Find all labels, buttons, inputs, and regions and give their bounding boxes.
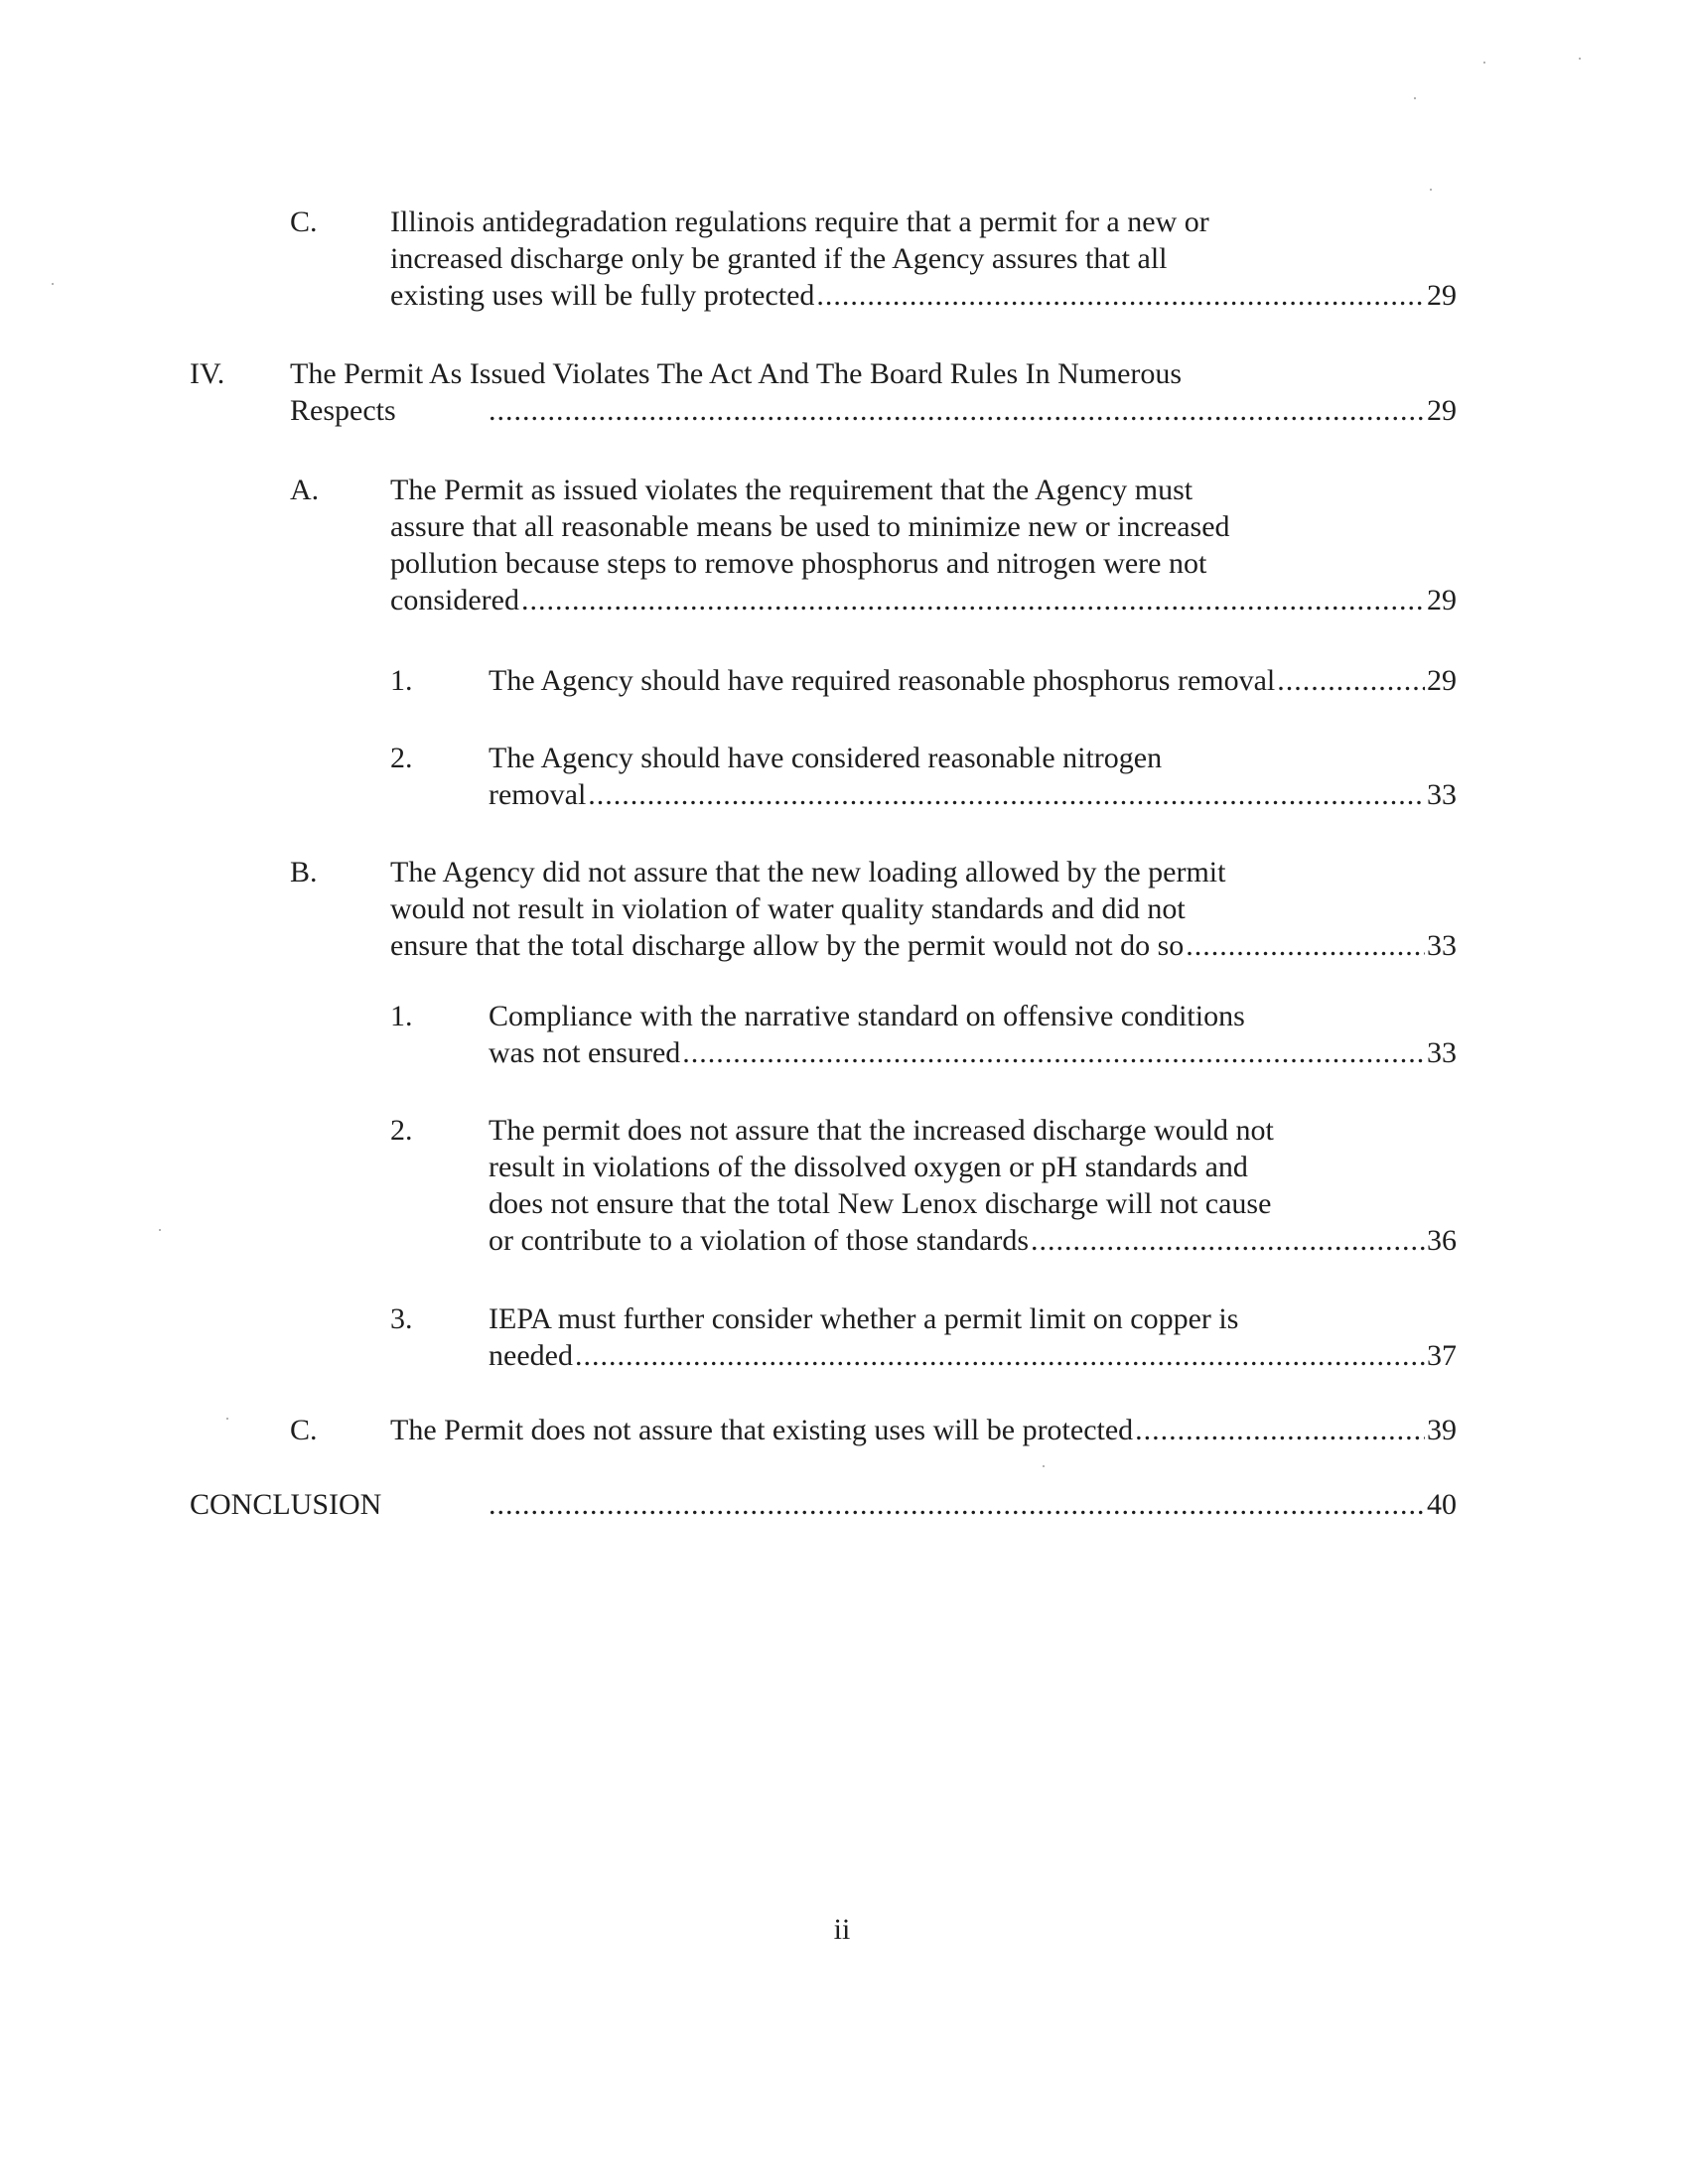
scan-speck <box>52 283 54 285</box>
toc-entry-iv-b-3 <box>489 1300 1457 1374</box>
toc-line-last <box>390 277 1457 314</box>
toc-line: assure that all reasonable means be used to minimize new or increased <box>390 510 1230 543</box>
dot-leader <box>521 582 1425 618</box>
toc-title: The Agency should have required reasonable phosphorus removal <box>489 664 1276 697</box>
scan-speck <box>159 1229 161 1231</box>
toc-page-number: 33 <box>1427 929 1457 962</box>
toc-line-last <box>489 1222 1457 1259</box>
page-number: ii <box>833 1913 851 1946</box>
scan-speck <box>1483 62 1485 64</box>
toc-page-number: 33 <box>1427 1036 1457 1069</box>
toc-title: The Permit does not assure that existing uses will be protected <box>390 1414 1134 1446</box>
toc-page-number: 36 <box>1427 1224 1457 1257</box>
toc-title: considered <box>390 584 519 616</box>
scan-speck <box>226 1418 228 1420</box>
toc-entry-iv-b-1 <box>489 998 1457 1071</box>
toc-line-last <box>390 582 1457 618</box>
toc-marker: IV. <box>190 357 225 390</box>
toc-title: ensure that the total discharge allow by the permit would not do so <box>390 929 1185 962</box>
toc-page-number: 29 <box>1427 584 1457 616</box>
dot-leader <box>489 392 1425 429</box>
toc-marker: B. <box>290 856 318 888</box>
toc-title: needed <box>489 1339 573 1372</box>
dot-leader <box>682 1034 1425 1071</box>
toc-page-number: 29 <box>1427 394 1457 427</box>
toc-title: CONCLUSION <box>190 1488 382 1521</box>
dot-leader <box>588 776 1425 813</box>
toc-line-last <box>489 662 1457 699</box>
dot-leader <box>1186 927 1425 964</box>
toc-line-last <box>489 1337 1457 1374</box>
toc-page-number: 37 <box>1427 1339 1457 1372</box>
toc-entry-iv-a <box>390 472 1457 618</box>
dot-leader <box>816 277 1425 314</box>
toc-marker: C. <box>290 1414 318 1446</box>
toc-entry-iv-a-2 <box>489 740 1457 813</box>
toc-title: existing uses will be fully protected <box>390 279 815 312</box>
toc-title: or contribute to a violation of those standards <box>489 1224 1030 1257</box>
dot-leader <box>1135 1412 1425 1448</box>
dot-leader <box>1031 1222 1425 1259</box>
toc-line: would not result in violation of water quality standards and did not <box>390 892 1186 925</box>
toc-line-last <box>190 1486 1457 1523</box>
toc-title: Respects <box>290 394 396 427</box>
toc-line: The Agency did not assure that the new loading allowed by the permit <box>390 856 1226 888</box>
toc-marker: 2. <box>390 1114 413 1147</box>
scan-speck <box>1430 189 1432 191</box>
toc-line: The Permit as issued violates the requirement that the Agency must <box>390 474 1193 506</box>
toc-title: removal <box>489 778 587 811</box>
toc-marker: A. <box>290 474 320 506</box>
scan-speck <box>1414 97 1416 99</box>
toc-marker: 2. <box>390 742 413 774</box>
toc-entry-iii-c <box>390 204 1457 314</box>
toc-line: does not ensure that the total New Lenox discharge will not cause <box>489 1187 1272 1220</box>
toc-line: Compliance with the narrative standard on offensive conditions <box>489 1000 1245 1032</box>
toc-marker: C. <box>290 205 318 238</box>
dot-leader <box>1277 662 1425 699</box>
toc-line: IEPA must further consider whether a permit limit on copper is <box>489 1302 1239 1335</box>
dot-leader <box>575 1337 1425 1374</box>
toc-line-last <box>489 1034 1457 1071</box>
toc-line: The permit does not assure that the increased discharge would not <box>489 1114 1274 1147</box>
toc-line-last <box>390 927 1457 964</box>
toc-entry-iv-c <box>390 1412 1457 1448</box>
toc-line: The Agency should have considered reasonable nitrogen <box>489 742 1163 774</box>
toc-entry-iv-b <box>390 854 1457 964</box>
toc-line: pollution because steps to remove phosphorus and nitrogen were not <box>390 547 1207 580</box>
toc-line: result in violations of the dissolved oxygen or pH standards and <box>489 1151 1248 1183</box>
toc-page-number: 29 <box>1427 664 1457 697</box>
toc-entry-iv-b-2 <box>489 1112 1457 1259</box>
dot-leader <box>489 1486 1425 1523</box>
toc-marker: 1. <box>390 1000 413 1032</box>
toc-line-last <box>390 1412 1457 1448</box>
scan-speck <box>1043 1465 1045 1467</box>
toc-line: The Permit As Issued Violates The Act And The Board Rules In Numerous <box>290 357 1183 390</box>
toc-line: increased discharge only be granted if the Agency assures that all <box>390 242 1168 275</box>
toc-page-number: 39 <box>1427 1414 1457 1446</box>
toc-line-last <box>489 776 1457 813</box>
toc-entry-iv <box>290 355 1457 429</box>
scan-speck <box>1579 58 1581 60</box>
toc-entry-conclusion <box>190 1486 1457 1523</box>
toc-marker: 3. <box>390 1302 413 1335</box>
toc-entry-iv-a-1 <box>489 662 1457 699</box>
toc-line-last <box>290 392 1457 429</box>
toc-line: Illinois antidegradation regulations require that a permit for a new or <box>390 205 1209 238</box>
toc-title: was not ensured <box>489 1036 681 1069</box>
toc-page-number: 29 <box>1427 279 1457 312</box>
toc-page-number: 40 <box>1427 1488 1457 1521</box>
toc-page-number: 33 <box>1427 778 1457 811</box>
toc-marker: 1. <box>390 664 413 697</box>
